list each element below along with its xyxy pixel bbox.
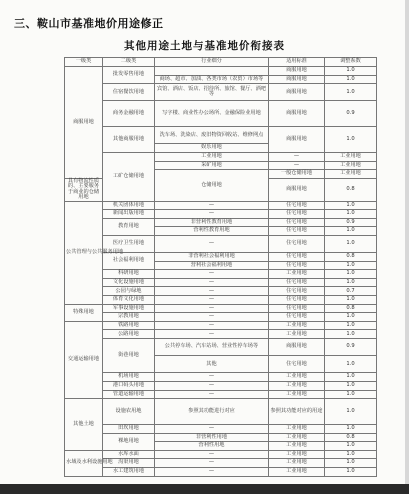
table-cell: 1.0 (325, 313, 377, 322)
table-cell: 0.8 (325, 178, 377, 201)
table-cell: — (269, 161, 325, 170)
table-cell: — (155, 467, 269, 476)
table-cell: — (155, 382, 269, 391)
table-cell: 住宅用地 (269, 261, 325, 270)
table-cell: 商务金融用地 (103, 101, 155, 127)
table-cell: 一般仓储用地 (269, 170, 325, 179)
header-cell: 二级类 (103, 58, 155, 67)
table-cell: 0.8 (325, 253, 377, 262)
table-cell: 管道运输用地 (103, 390, 155, 399)
table-cell: 商服用地 (269, 84, 325, 101)
table-row (65, 304, 377, 313)
table-cell: 其他 (155, 356, 269, 373)
table-cell: 非营利性教育用地 (155, 218, 269, 227)
table-cell: 工业用地 (325, 152, 377, 161)
table-cell: 参照其功能进行对应 (155, 399, 269, 425)
table-row (65, 101, 377, 110)
table-cell: 写字楼、商业性办公场所、金融保险业用地 (155, 101, 269, 127)
table-cell: 1.0 (325, 390, 377, 399)
table-cell: 医疗卫生用地 (103, 235, 155, 252)
table-cell: 1.0 (325, 261, 377, 270)
table-cell: 1.0 (325, 459, 377, 468)
table-cell: 工业用地 (269, 382, 325, 391)
table-row (65, 450, 377, 459)
table-row (65, 296, 377, 305)
table-row (65, 373, 377, 382)
table-row (65, 390, 377, 399)
table-cell: 工业用地 (269, 459, 325, 468)
table-cell: 公路用地 (103, 330, 155, 339)
table-cell: 宾馆、酒店、饭店、招待所、旅馆、餐厅、酒吧等 (155, 84, 269, 101)
table-cell: 铁路用地 (103, 321, 155, 330)
header-cell: 调整系数 (325, 58, 377, 67)
table-cell: — (155, 201, 269, 210)
table-cell: 1.0 (325, 270, 377, 279)
table-cell: 住宿餐饮用地 (103, 84, 155, 101)
table-cell: 1.0 (325, 227, 377, 236)
table-cell: 营利社会福利用地 (155, 261, 269, 270)
table-cell: 住宅用地 (269, 296, 325, 305)
table-cell: 工业用地 (269, 442, 325, 451)
table-cell: 0.8 (325, 304, 377, 313)
table-cell: 0.9 (325, 339, 377, 356)
table-cell: 住宅用地 (269, 218, 325, 227)
table-cell: 0.7 (325, 287, 377, 296)
table-cell: 采矿用地 (155, 161, 269, 170)
table-row (65, 467, 377, 476)
table-cell: 商服用地 (269, 75, 325, 84)
table-cell: 1.0 (325, 127, 377, 153)
table-cell: 商服用地 (65, 67, 103, 179)
table-cell: 1.0 (325, 67, 377, 76)
table-cell: 娱乐用地 (155, 144, 269, 153)
table-cell: 科研用地 (103, 270, 155, 279)
table-cell: — (155, 450, 269, 459)
table-cell: 1.0 (325, 399, 377, 425)
table-cell: — (155, 304, 269, 313)
table-row (65, 278, 377, 287)
table-cell: 商场、超市、加油、各类市场（农贸）市场等 (155, 75, 269, 84)
table-cell: 住宅用地 (269, 235, 325, 252)
table-cell: 批发零售用地 (103, 67, 155, 84)
table-cell: 0.8 (325, 433, 377, 442)
table-cell: 工业用地 (269, 321, 325, 330)
table-cell: 1.0 (325, 210, 377, 219)
table-cell: 教育用地 (103, 218, 155, 235)
scan-edge (405, 0, 409, 494)
table-cell: 1.0 (325, 296, 377, 305)
table-row (65, 235, 377, 244)
table-cell: — (155, 330, 269, 339)
table-cell: 1.0 (325, 84, 377, 101)
table-cell: 工矿仓储用地 (103, 152, 155, 201)
table-cell: 1.0 (325, 235, 377, 252)
table-cell: 公共管理与公共服务用地 (65, 201, 103, 304)
table-cell: 水工建筑用地 (103, 467, 155, 476)
table-cell: 沟渠用地 (103, 459, 155, 468)
table-cell: 社会福利用地 (103, 253, 155, 270)
table-cell: 工业用地 (269, 270, 325, 279)
table-cell: 田坎用地 (103, 424, 155, 433)
table-cell: 商服用地 (269, 339, 325, 356)
table-cell: 仓储用地 (155, 170, 269, 201)
table-cell: 商服用地 (269, 178, 325, 201)
table-cell: — (155, 278, 269, 287)
table-cell: 商服用地 (269, 67, 325, 76)
table-cell: — (155, 235, 269, 252)
table-cell: 1.0 (325, 442, 377, 451)
table-cell: — (155, 270, 269, 279)
table-cell: 1.0 (325, 373, 377, 382)
table-cell: 商服用地 (269, 127, 325, 153)
table-cell: 营利性教育用地 (155, 227, 269, 236)
table-cell: 水域及水利设施用地 (65, 450, 103, 476)
table-row (65, 339, 377, 348)
table-row (65, 424, 377, 433)
table-cell: — (155, 296, 269, 305)
table-cell: 工业用地 (269, 433, 325, 442)
table-cell: 工业用地 (269, 467, 325, 476)
header-cell: 一级类 (65, 58, 103, 67)
table-title: 其他用途土地与基准地价衔接表 (124, 40, 285, 52)
table-cell: 文化设施用地 (103, 278, 155, 287)
table-cell: 住宅用地 (269, 313, 325, 322)
table-cell: 住宅用地 (269, 210, 325, 219)
table-cell: 洗车场、洗染店、废旧物资回收站、维修网点 (155, 127, 269, 144)
table-cell: 1.0 (325, 201, 377, 210)
table-cell: 参照其功能对应的用途 (269, 399, 325, 425)
table-cell: 非营利性用地 (155, 433, 269, 442)
table-cell: 1.0 (325, 75, 377, 84)
table-cell: — (155, 287, 269, 296)
table-row (65, 321, 377, 330)
table-cell: 具有物流性质的、主要服务于商业的仓储用地 (65, 178, 103, 201)
table-cell: 体育文化用地 (103, 296, 155, 305)
table-cell: 工业用地 (269, 424, 325, 433)
table-row (65, 330, 377, 339)
table-row (65, 127, 377, 136)
table-row (65, 270, 377, 279)
table-cell: 1.0 (325, 356, 377, 373)
table-cell: 1.0 (325, 424, 377, 433)
table-cell: 住宅用地 (269, 253, 325, 262)
table-cell: 1.0 (325, 278, 377, 287)
table-cell: 1.0 (325, 321, 377, 330)
table-cell: 工业用地 (325, 161, 377, 170)
table-cell: 设施农用地 (103, 399, 155, 425)
table-cell: — (155, 321, 269, 330)
table-row (65, 210, 377, 219)
table-cell: 宗教用地 (103, 313, 155, 322)
table-row (65, 218, 377, 227)
table-cell: — (269, 152, 325, 161)
table-cell: 新闻出版用地 (103, 210, 155, 219)
table-row (65, 382, 377, 391)
table-cell: 机场用地 (103, 373, 155, 382)
table-row (65, 433, 377, 442)
table-cell: 住宅用地 (269, 356, 325, 373)
table-cell: 水库水面 (103, 450, 155, 459)
table-cell: 其他商服用地 (103, 127, 155, 153)
table-cell: 工业用地 (269, 373, 325, 382)
table-cell: — (155, 373, 269, 382)
table-cell: 工业用地 (155, 152, 269, 161)
table-cell: — (155, 210, 269, 219)
table-row (65, 399, 377, 408)
table-cell: 0.9 (325, 101, 377, 127)
table-cell: 工业用地 (269, 390, 325, 399)
table-body (65, 67, 377, 477)
table-row (65, 152, 377, 161)
table-cell: 工业用地 (269, 330, 325, 339)
table-cell: 公园与绿地 (103, 287, 155, 296)
table-cell: 住宅用地 (269, 287, 325, 296)
table-cell: 裸地用地 (103, 433, 155, 450)
table-cell: 住宅用地 (269, 227, 325, 236)
table-row (65, 84, 377, 93)
table-cell: 1.0 (325, 467, 377, 476)
table-cell: 特殊用地 (65, 304, 103, 321)
table-cell: — (155, 459, 269, 468)
table-cell: 1.0 (325, 450, 377, 459)
table-cell: 工业用地 (269, 450, 325, 459)
header-cell: 行业细分 (155, 58, 269, 67)
table-cell: 住宅用地 (269, 201, 325, 210)
table-row (65, 67, 377, 76)
table-cell: 交通运输用地 (65, 321, 103, 398)
table-row (65, 313, 377, 322)
section-heading: 三、鞍山市基准地价用途修正 (14, 17, 164, 30)
table-row (65, 201, 377, 210)
table-cell: — (155, 424, 269, 433)
table-cell: 1.0 (325, 382, 377, 391)
header-cell: 适用标准 (269, 58, 325, 67)
table-row (65, 287, 377, 296)
table-cell: 街巷用地 (103, 339, 155, 373)
land-use-table (64, 57, 377, 477)
table-cell: 住宅用地 (269, 304, 325, 313)
table-cell: — (155, 390, 269, 399)
table-cell: — (155, 313, 269, 322)
table-cell: 工业用地 (325, 170, 377, 179)
table-cell: 港口码头用地 (103, 382, 155, 391)
table-cell: 1.0 (325, 330, 377, 339)
scan-footer-bar (0, 484, 409, 494)
table-cell: 住宅用地 (269, 278, 325, 287)
table-cell: 非营利社会福利用地 (155, 253, 269, 262)
table-cell: 0.9 (325, 218, 377, 227)
table-cell: 公共停车场、汽车站场、营业性停车场等 (155, 339, 269, 356)
table-cell: 机关团体用地 (103, 201, 155, 210)
table-cell: 商服用地 (269, 101, 325, 127)
table-cell (155, 67, 269, 76)
table-cell: 军事设施用地 (103, 304, 155, 313)
table-cell: 其他土地 (65, 399, 103, 451)
table-header-row (65, 58, 377, 67)
table-cell: 营利性用地 (155, 442, 269, 451)
